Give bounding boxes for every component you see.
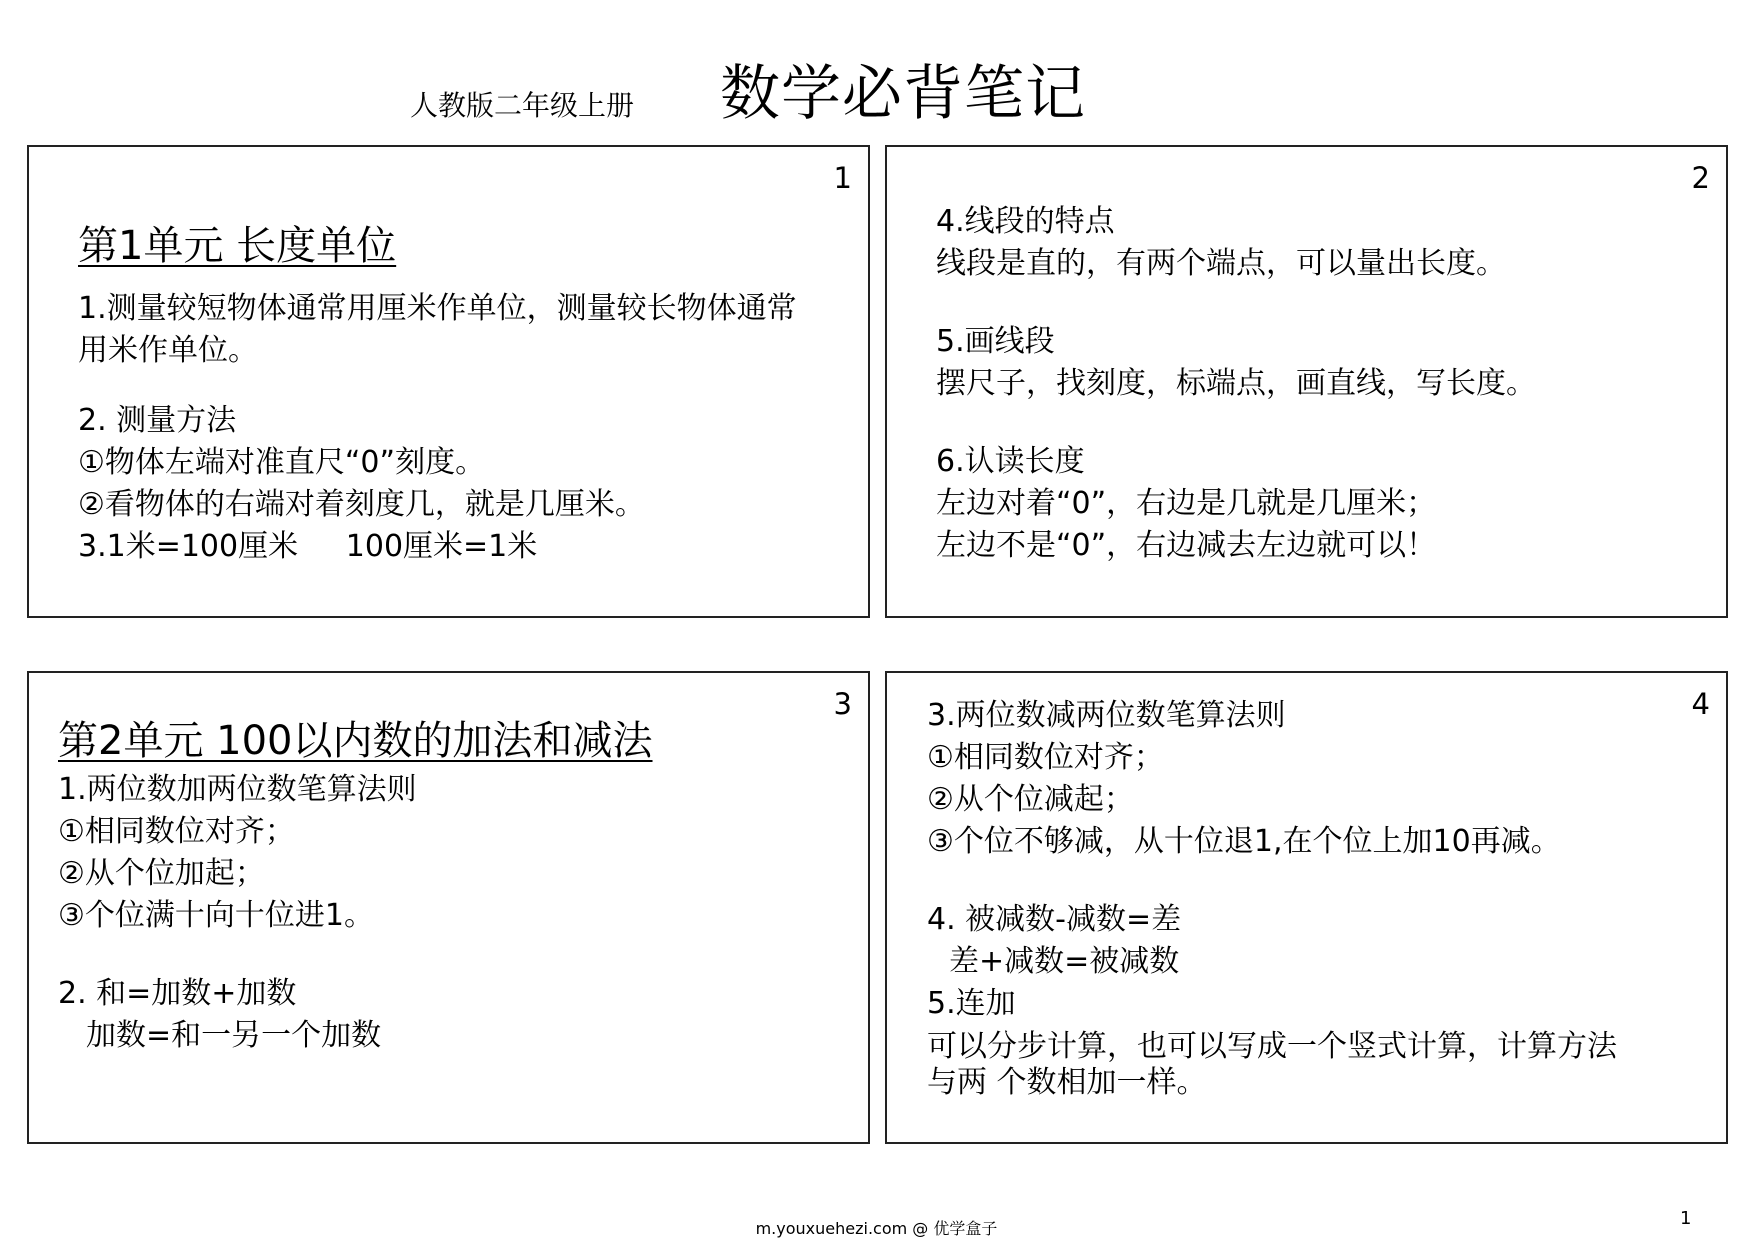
note-line: 线段是直的，有两个端点，可以量出长度。: [936, 246, 1506, 281]
panel-content: [936, 201, 1686, 567]
note-line: ③个位满十向十位进1。: [58, 898, 374, 933]
note-line: 1.两位数加两位数笔算法则: [58, 772, 417, 807]
panel-number: 1: [833, 161, 852, 195]
footer-source: m.youxuehezi.com @ 优学盒子: [755, 1219, 998, 1238]
unit-title: 第1单元 长度单位: [78, 223, 397, 269]
note-line: ①物体左端对准直尺“0”刻度。: [78, 445, 486, 480]
note-line: 5.连加: [927, 986, 1016, 1021]
panel-number: 4: [1691, 687, 1710, 721]
note-line: ③个位不够减，从十位退1,在个位上加10再减。: [927, 824, 1561, 859]
note-line: 5.画线段: [936, 324, 1055, 359]
note-panel-1: [27, 145, 870, 618]
note-line: 摆尺子，找刻度，标端点，画直线，写长度。: [936, 366, 1536, 401]
note-line: ①相同数位对齐；: [58, 814, 295, 849]
subtitle: 人教版二年级上册: [410, 89, 635, 122]
note-panel-4: [885, 671, 1728, 1144]
note-line: 4.线段的特点: [936, 204, 1115, 239]
note-line: 6.认读长度: [936, 444, 1085, 479]
note-line: ①相同数位对齐；: [927, 740, 1164, 775]
note-line: 2. 测量方法: [78, 403, 237, 438]
panel-content: [78, 218, 828, 568]
note-line: 1.测量较短物体通常用厘米作单位，测量较长物体通常用米作单位。: [78, 291, 797, 368]
page-number: 1: [1680, 1208, 1692, 1229]
note-line: 加数=和一另一个加数: [86, 1018, 382, 1053]
note-panel-2: [885, 145, 1728, 618]
panel-content: [58, 713, 828, 1057]
note-line: ②从个位减起；: [927, 782, 1134, 817]
note-panel-3: [27, 671, 870, 1144]
note-line: 3.1米=100厘米 100厘米=1米: [78, 529, 538, 564]
note-line: 3.两位数减两位数笔算法则: [927, 698, 1286, 733]
note-line: ②从个位加起；: [58, 856, 265, 891]
note-line: 4. 被减数-减数=差: [927, 902, 1182, 937]
note-line: 可以分步计算，也可以写成一个竖式计算，计算方法与两 个数相加一样。: [927, 1029, 1617, 1100]
note-line: 左边不是“0”，右边减去左边就可以！: [936, 528, 1437, 563]
unit-title: 第2单元 100以内数的加法和减法: [58, 718, 653, 764]
note-line: ②看物体的右端对着刻度几，就是几厘米。: [78, 487, 645, 522]
panel-content: [927, 695, 1686, 1101]
note-line: 左边对着“0”，右边是几就是几厘米；: [936, 486, 1437, 521]
page-title: 数学必背笔记: [720, 59, 1086, 129]
note-line: 差+减数=被减数: [949, 944, 1180, 979]
panel-number: 2: [1691, 161, 1710, 195]
note-line: 2. 和=加数+加数: [58, 976, 297, 1011]
panel-number: 3: [833, 687, 852, 721]
